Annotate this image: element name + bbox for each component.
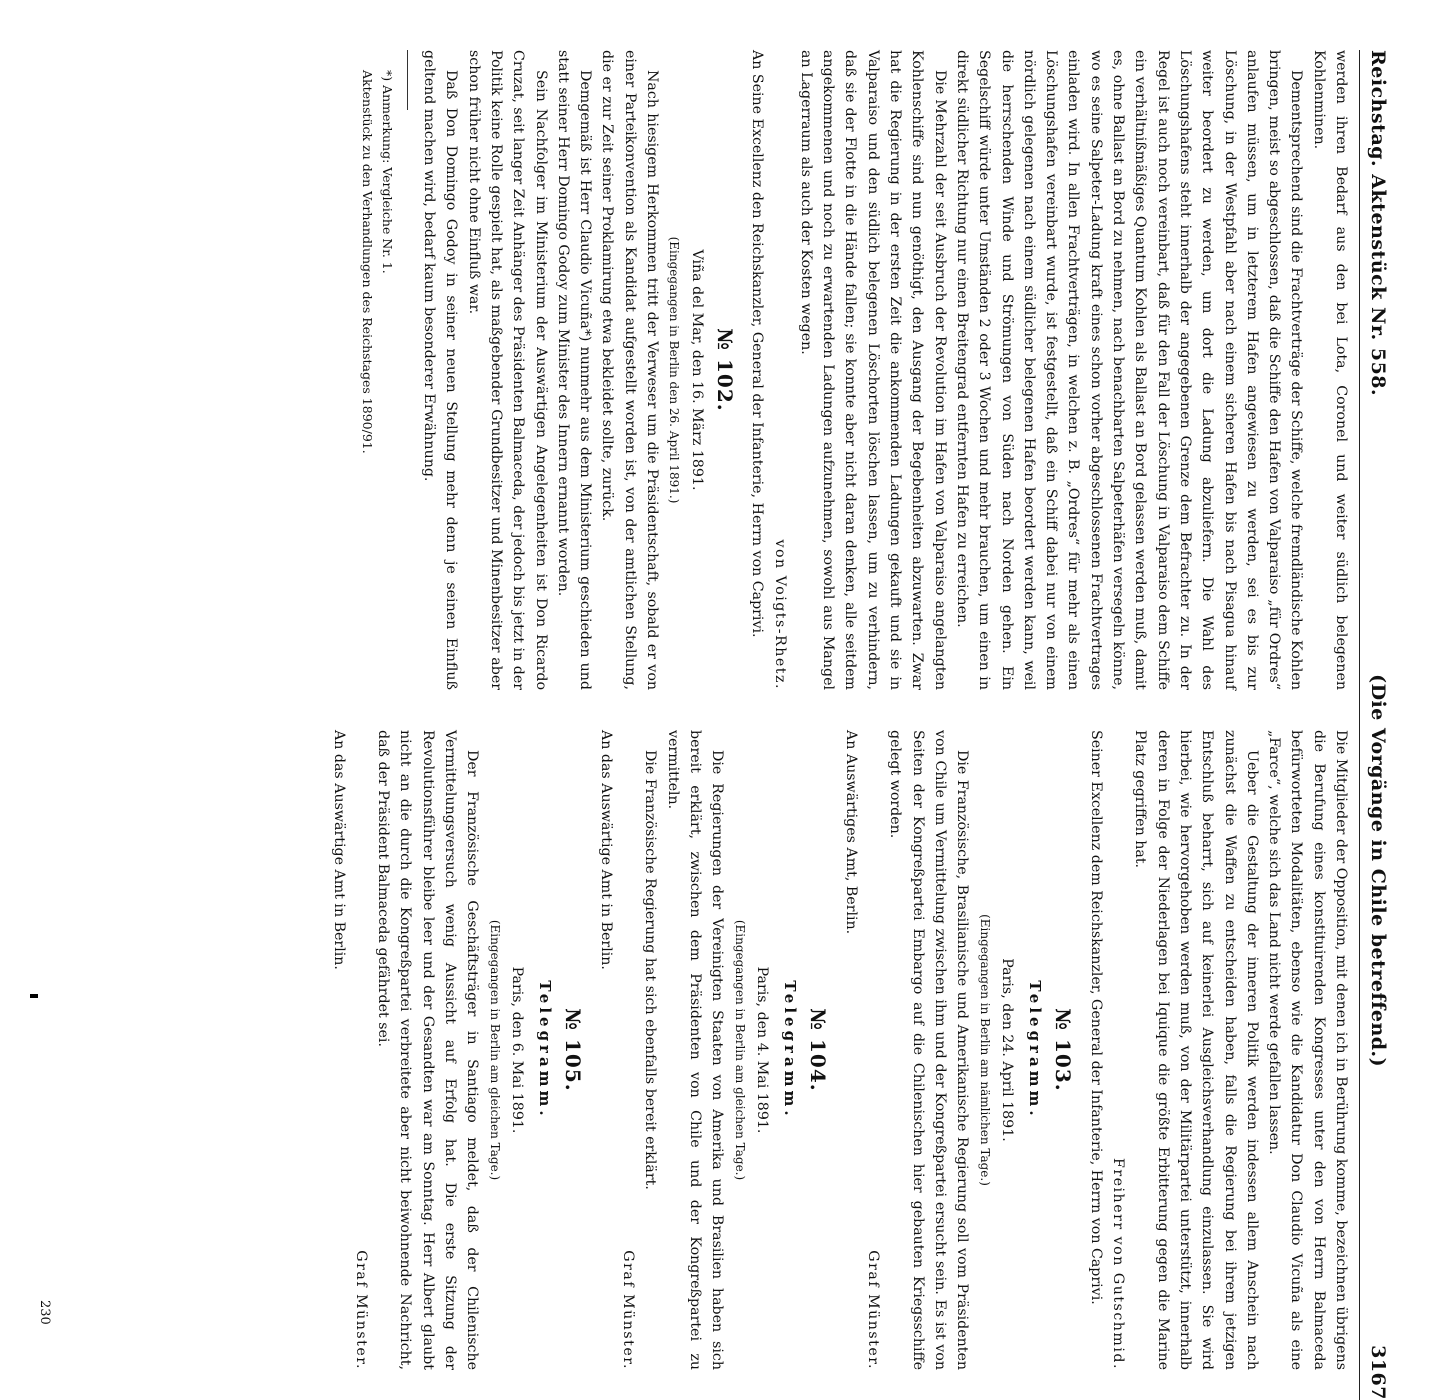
paragraph: Ueber die Gestaltung der inneren Politik werden indessen allem Anschein nach zunächst die Waffen zu entscheiden haben, falls die Regierung bei ihrem jetzigen Entschluß beharrt, sich auf keinerlei Ausgleichsverhandlung einzulassen. Sie wird hierbei, wie hervorgehoben werden muß, von der Militärpartei unterstützt, innerhalb deren in Folge der Niederlagen bei Iquique die größte Erbitterung gegen die Marine Platz gegriffen hat. xyxy=(1132,730,1260,1370)
received-note: (Eingegangen in Berlin am gleichen Tage.) xyxy=(732,919,747,1181)
place-date: Viña del Mar, den 16. März 1891. xyxy=(688,249,705,491)
signature: Graf Münster. xyxy=(352,1250,369,1370)
paragraph: Der Französische Geschäftsträger in Santiago meldet, daß der Chilenische Vermittelungsversuch wenig Aussicht auf Erfolg hat. Die erste Sitzung der Revolutionsführer bleibe leer und der Gesandten war am Sonntag. Herr Albert glaubt nicht an die durch die Kongreßpartei verbreitete aber nicht beiwohnende Nachricht, daß der Präsident Balmaceda gefährdet sei. xyxy=(375,730,481,1370)
paragraph: Die Mitglieder der Opposition, mit denen ich in Berührung komme, bezeichnen übrigens die Berufung eines konstituirenden Kongresses unter den von Herrn Balmaceda befürworteten Modalitäten, ebenso wie die Kandidatur Don Claudio Vicuña als eine „Farce“, welche sich das Land nicht werde gefallen lassen. xyxy=(1266,730,1349,1370)
addressee: An das Auswärtige Amt in Berlin. xyxy=(330,730,347,970)
place-date: Paris, den 24. April 1891. xyxy=(998,958,1015,1142)
header-left: Reichstag. Aktenstück Nr. 558. xyxy=(1367,50,1389,397)
document-number: № 103. xyxy=(1051,1008,1076,1092)
place-date: Paris, den 6. Mai 1891. xyxy=(508,966,525,1134)
paragraph: Die Französische, Brasilianische und Amerikanische Regierung soll vom Präsidenten von Chile um Vermittelung zwischen ihm und der Kongreßpartei ersucht sein. Es ist von Seiten der Kongreßpartei Embargo auf die Chilenischen hier gebauten Kriegsschiffe gelegt worden. xyxy=(887,730,971,1370)
place-date: Paris, den 4. Mai 1891. xyxy=(753,966,770,1134)
paragraph: Sein Nachfolger im Ministerium der Auswärtigen Angelegenheiten ist Don Ricardo Cruzat, seit langer Zeit Anhänger des Präsidenten Balmaceda, der jedoch bis jetzt in der Politik keine Rolle gespielt hat, als maßgebender Grundbesitzer und Minenbesitzer aber schon früher nicht ohne Einfluß war. xyxy=(465,50,549,690)
paragraph: werden ihren Bedarf aus den bei Lota, Coronel und weiter südlich belegenen Kohlenminen. xyxy=(1310,50,1349,690)
column-right xyxy=(327,730,1352,1370)
paragraph: Nach hiesigem Herkommen tritt der Verweser um die Präsidentschaft, sobald er von einer Parteikonvention als Kandidat aufgestellt worden ist, von der amtlichen Stellung, die er zur Zeit seiner Proklamirung etwa bekleidet sollte, zurück. xyxy=(599,50,661,690)
header-middle: (Die Vorgänge in Chile betreffend.) xyxy=(1367,674,1389,1068)
received-note: (Eingegangen in Berlin am nämlichen Tage.) xyxy=(977,914,992,1186)
addressee: An Seine Excellenz den Reichskanzler, General der Infanterie, Herrn von Caprivi. xyxy=(749,50,766,638)
header-rule xyxy=(1359,50,1360,1400)
paragraph: Dementsprechend sind die Frachtverträge der Schiffe, welche fremdländische Kohlen bringen, meist so abgeschlossen, daß die Schiffe den Hafen von Valparaiso „für Ordres“ anlaufen müssen, um in letzterem Hafen angewiesen zu werden, sei es bis zur Löschung, in der Westpfahl aber nach einem sicheren Hafen bis nach Pisagua hinauf weiter beordert zu werden, um dort die Ladung abzuliefern. Die Wahl des Löschungshafens steht innerhalb der angegebenen Grenze dem Befrachter zu. In der Regel ist auch noch vereinbart, daß für den Fall der Löschung in Valparaiso dem Schiffe ein verhältnißmäßiges Quantum Kohlen als Ballast an Bord gelassen werden muß, damit es, ohne Ballast an Bord zu nehmen, nach benachbarten Salpeterhäfen versegeln könne, wo es seine Salpeter-Ladung kraft eines schon vorher abgeschlossenen Frachtvertrages einladen wird. In allen Frachtverträgen, in welchen z. B. „Ordres“ für mehr als einen Löschungshafen vereinbart wurde, ist festgestellt, daß ein Schiff dabei nur von einem nördlich gelegenen nach einem südlicher belegenen Hafen beordert werden kann, weil die herrschenden Winde und Strömungen von Süden nach Norden gehen. Ein Segelschiff würde unter Umständen 2 oder 3 Wochen und mehr brauchen, um einen in direkt südlicher Richtung nur einen Breitengrad entfernten Hafen zu erreichen. xyxy=(953,50,1305,690)
addressee: Seiner Excellenz dem Reichskanzler, General der Infanterie, Herrn von Caprivi. xyxy=(1087,730,1104,1305)
paragraph: Die Mehrzahl der seit Ausbruch der Revolution im Hafen von Valparaiso angelangten Kohlenschiffe sind nun genöthigt, den Ausgang der Begebenheiten abzuwarten. Zwar hat die Regierung in der ersten Zeit die ankommenden Ladungen gekauft und sie in Valparaiso und den südlich belegenen Löschorten löschen lassen, um zu verhindern, daß sie der Flotte in die Hände fallen; sie konnte aber nicht daran denken, alle seitdem angekommenen und noch zu erwartenden Ladungen aufzunehmen, sowohl aus Mangel an Lagerraum als auch der Kosten wegen. xyxy=(797,50,948,690)
paragraph: Die Regierungen der Vereinigten Staaten von Amerika und Brasilien haben sich bereit erklärt, zwischen dem Präsidenten von Chile und der Kongreßpartei zu vermitteln. xyxy=(664,730,726,1370)
footnote-rule xyxy=(407,50,408,110)
paragraph: Die Französische Regierung hat sich ebenfalls bereit erklärt. xyxy=(642,750,659,1190)
paragraph: Daß Don Domingo Godoy in seiner neuen Stellung mehr denn je seinen Einfluß geltend machen wird, bedarf kaum besonderer Erwähnung. xyxy=(421,50,460,690)
document-number: № 102. xyxy=(712,328,737,412)
paragraph: Demgemäß ist Herr Claudio Vicuña*) nunmehr aus dem Ministerium geschieden und statt seiner Herr Domingo Godoy zum Minister des Innern ernannt worden. xyxy=(554,50,594,690)
running-header xyxy=(1360,50,1396,1400)
header-page-number: 3167 xyxy=(1367,1345,1389,1400)
column-left xyxy=(357,50,1352,690)
addressee: An Auswärtiges Amt, Berlin. xyxy=(842,730,859,935)
telegram-label: Telegramm. xyxy=(1026,980,1045,1120)
signature: Graf Münster. xyxy=(865,1250,882,1370)
signature: von Voigts-Rhetz. xyxy=(771,539,788,690)
signature: Graf Münster. xyxy=(620,1250,637,1370)
addressee: An das Auswärtige Amt in Berlin. xyxy=(597,730,614,970)
document-number: № 104. xyxy=(806,1008,831,1092)
document-number: № 105. xyxy=(561,1008,586,1092)
received-note: (Eingegangen in Berlin den 26. April 1891.) xyxy=(667,236,682,504)
footnote-source: Aktenstück zu den Verhandlungen des Reichstages 1890/91. xyxy=(359,70,375,454)
telegram-label: Telegramm. xyxy=(781,980,800,1120)
received-note: (Eingegangen in Berlin am gleichen Tage.) xyxy=(487,919,502,1181)
bottom-page-marker: 230 xyxy=(37,1300,52,1325)
signature: Freiherr von Gutschmid. xyxy=(1110,1158,1127,1370)
telegram-label: Telegramm. xyxy=(536,980,555,1120)
footnote-text: *) Anmerkung: Vergleiche Nr. 1. xyxy=(379,70,395,274)
scan-edge-mark xyxy=(30,994,38,998)
